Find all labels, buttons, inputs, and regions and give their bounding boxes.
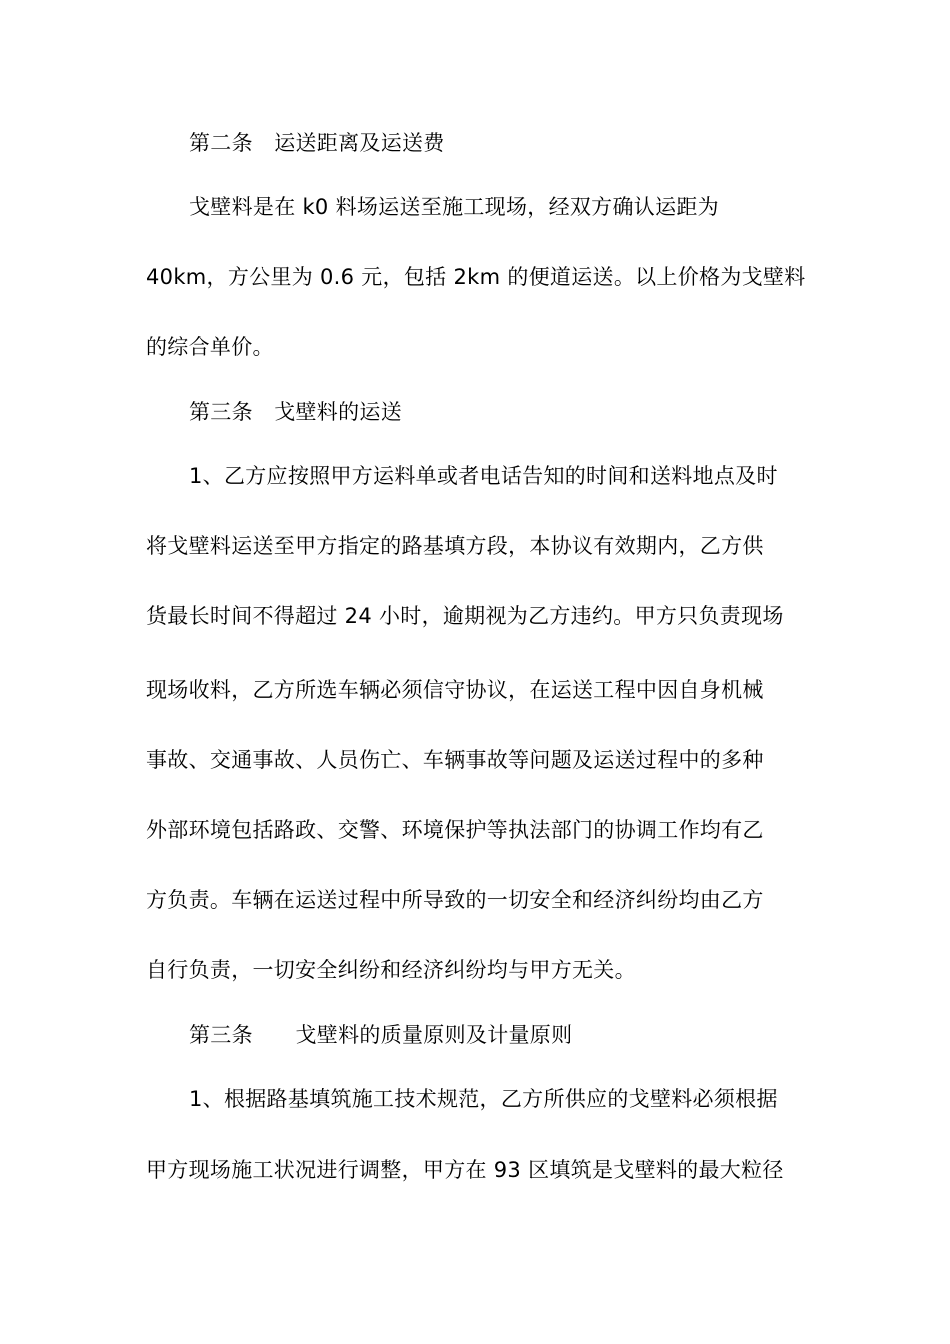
paragraph-line: 戈壁料是在 k0 料场运送至施工现场，经双方确认运距为 bbox=[189, 195, 719, 219]
paragraph-line: 40km，方公里为 0.6 元，包括 2km 的便道运送。以上价格为戈壁料 bbox=[146, 265, 806, 289]
article-2-heading: 第二条 运送距离及运送费 bbox=[189, 131, 445, 155]
paragraph-line: 的综合单价。 bbox=[146, 335, 274, 359]
paragraph-line: 外部环境包括路政、交警、环境保护等执法部门的协调工作均有乙 bbox=[146, 818, 764, 842]
paragraph-line: 将戈壁料运送至甲方指定的路基填方段，本协议有效期内，乙方供 bbox=[146, 534, 764, 558]
paragraph-line: 事故、交通事故、人员伤亡、车辆事故等问题及运送过程中的多种 bbox=[146, 748, 764, 772]
paragraph-line: 自行负责，一切安全纠纷和经济纠纷均与甲方无关。 bbox=[146, 958, 636, 982]
paragraph-line: 甲方现场施工状况进行调整，甲方在 93 区填筑是戈壁料的最大粒径 bbox=[146, 1158, 784, 1182]
paragraph-line: 1、乙方应按照甲方运料单或者电话告知的时间和送料地点及时 bbox=[189, 464, 778, 488]
paragraph-line: 现场收料，乙方所选车辆必须信守协议，在运送工程中因自身机械 bbox=[146, 678, 764, 702]
paragraph-line: 货最长时间不得超过 24 小时，逾期视为乙方违约。甲方只负责现场 bbox=[146, 604, 784, 628]
article-3-heading: 第三条 戈壁料的运送 bbox=[189, 400, 402, 424]
article-3-quality-heading: 第三条 戈壁料的质量原则及计量原则 bbox=[189, 1023, 573, 1047]
paragraph-line: 方负责。车辆在运送过程中所导致的一切安全和经济纠纷均由乙方 bbox=[146, 888, 764, 912]
paragraph-line: 1、根据路基填筑施工技术规范，乙方所供应的戈壁料必须根据 bbox=[189, 1087, 778, 1111]
